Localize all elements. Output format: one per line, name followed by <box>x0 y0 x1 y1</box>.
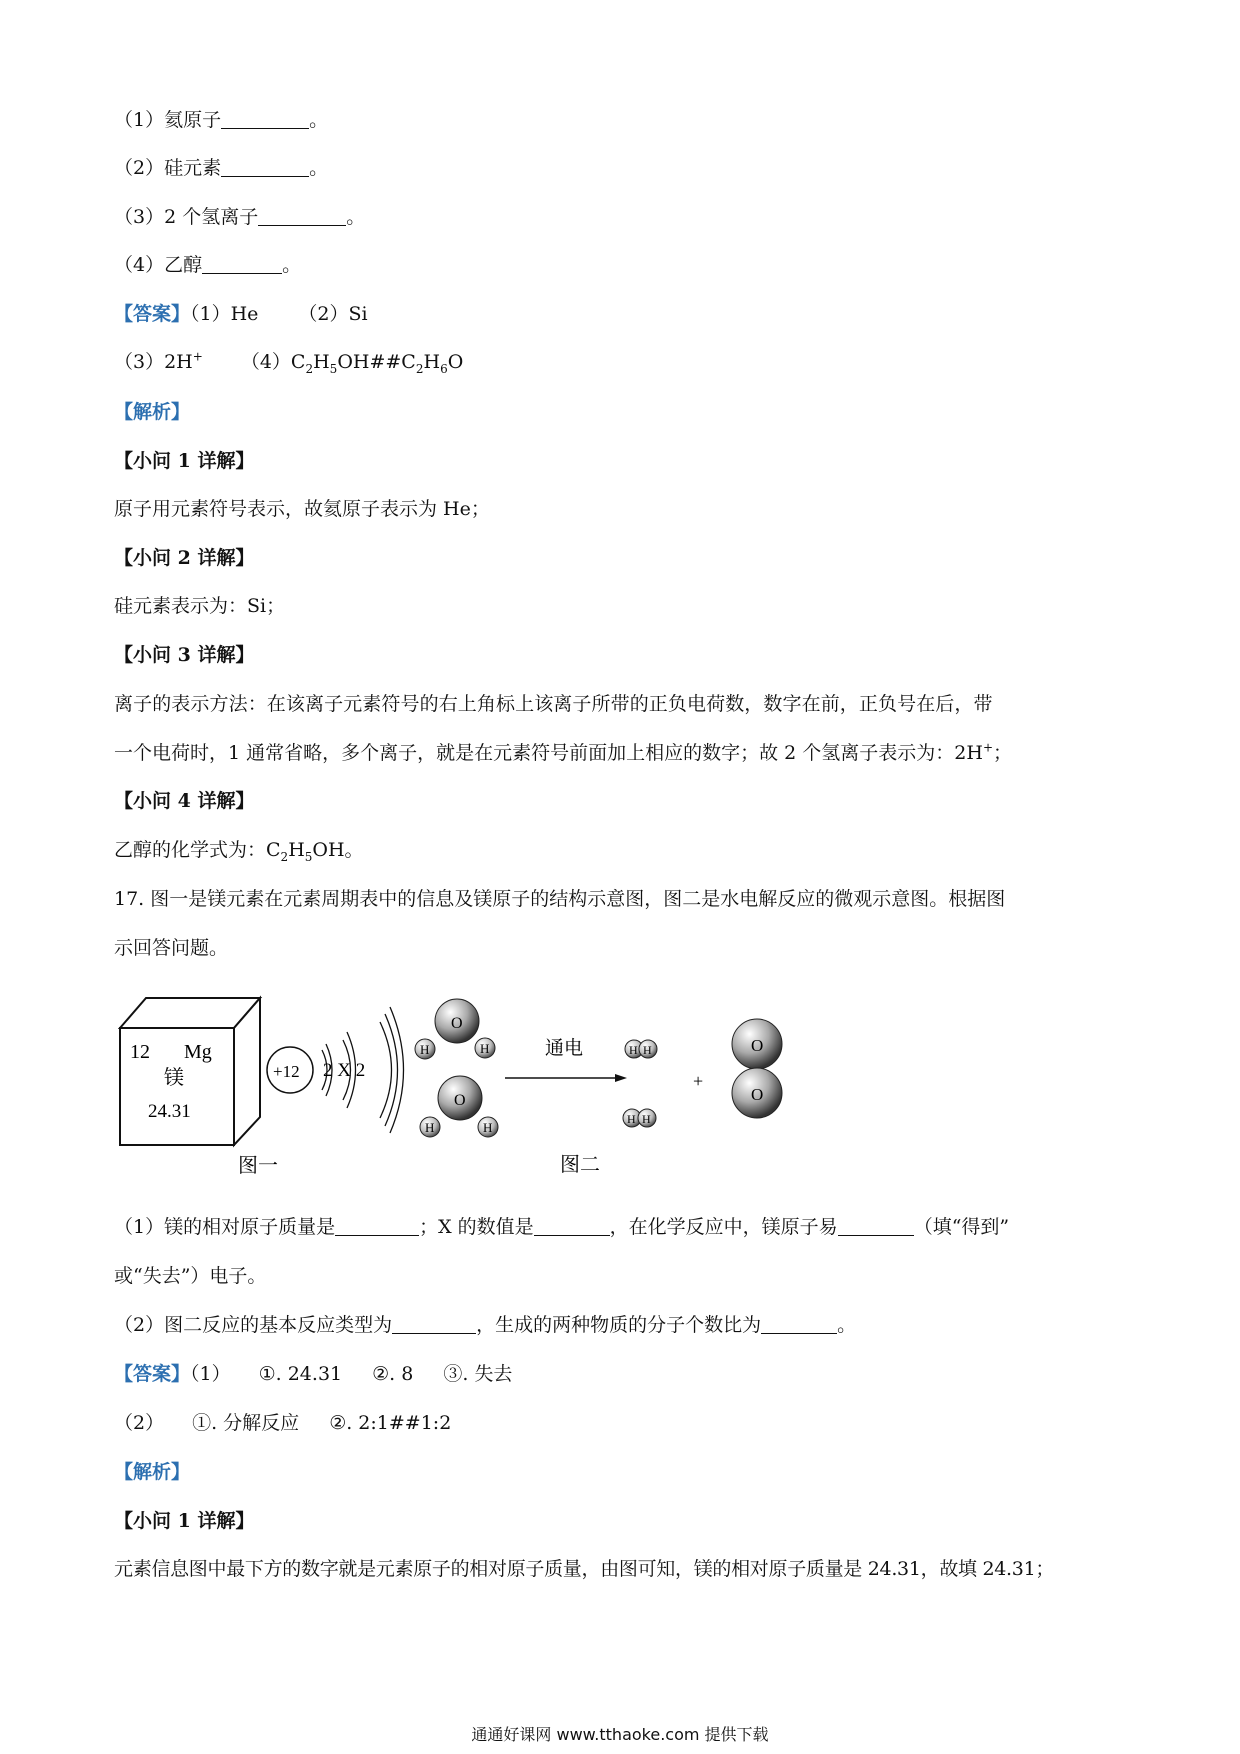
answer-blank[interactable] <box>335 1217 419 1236</box>
answer-blank[interactable] <box>221 110 309 129</box>
q16-answer-line-2: （3）2H+ $(4)C_2H_5OH\#\#C_2H_6O$ <box>114 349 464 376</box>
analysis-tag: 【解析】 <box>114 1461 191 1483</box>
element-number: 12 <box>130 1041 150 1063</box>
analysis-tag: 【解析】 <box>114 401 191 423</box>
sub-header-1: 【小问 1 详解】 <box>114 1510 255 1532</box>
nucleus-charge: +12 <box>273 1062 300 1081</box>
q16-item-4: （4）乙醇 。 <box>114 254 302 276</box>
arrow-label: 通电 <box>545 1038 584 1059</box>
q17-answer-line-1: 【答案】（1） ①. 24.31 ②. 8 ③. 失去 <box>114 1363 513 1385</box>
svg-text:H: H <box>629 1043 638 1057</box>
q16-item-1: （1）氦原子 。 <box>114 109 329 131</box>
explain-4: 乙醇的化学式为：$C_2H_5OH$。 <box>114 839 364 864</box>
svg-text:O: O <box>451 1015 463 1032</box>
svg-text:H: H <box>420 1042 430 1057</box>
explain-1: 原子用元素符号表示，故氦原子表示为 He； <box>114 498 490 520</box>
figure-1 <box>118 992 448 1187</box>
electron-shells: 2 X 2 <box>323 1060 366 1081</box>
answer-blank[interactable] <box>761 1315 837 1334</box>
svg-text:H: H <box>425 1120 435 1135</box>
answer-blank[interactable] <box>258 207 346 226</box>
answer-blank[interactable] <box>838 1217 914 1236</box>
q16-answer-line-1: 【答案】（1）He （2）Si <box>114 303 368 325</box>
answer-blank[interactable] <box>221 158 309 177</box>
explain-3a: 离子的表示方法：在该离子元素符号的右上角标上该离子所带的正负电荷数，数字在前，正负号在后，带 <box>114 693 993 715</box>
svg-text:H: H <box>480 1041 490 1056</box>
answer-tag: 【答案】 <box>114 1363 191 1385</box>
q17-part-1-cont: 或“失去”）电子。 <box>114 1265 267 1287</box>
explain-2: 硅元素表示为：Si； <box>114 595 286 617</box>
q17-stem-1: 17. 图一是镁元素在元素周期表中的信息及镁原子的结构示意图，图二是水电解反应的微观示意图。根据图 <box>114 888 1006 910</box>
q16-item-3: （3）2 个氢离子 。 <box>114 206 366 228</box>
sub-header-3: 【小问 3 详解】 <box>114 644 255 666</box>
element-name: 镁 <box>164 1067 184 1089</box>
q17-part-2: （2）图二反应的基本反应类型为 ，生成的两种物质的分子个数比为 。 <box>114 1314 857 1336</box>
explain-3b: 一个电荷时，1 通常省略，多个离子，就是在元素符号前面加上相应的数字；故 2 个氢离子表示为：2H+； <box>114 740 1013 764</box>
svg-text:O: O <box>454 1092 466 1109</box>
answer-blank[interactable] <box>392 1315 476 1334</box>
svg-text:H: H <box>627 1112 636 1126</box>
sub-header-1: 【小问 1 详解】 <box>114 450 255 472</box>
svg-text:H: H <box>642 1112 651 1126</box>
answer-tag: 【答案】 <box>114 303 191 325</box>
sub-header-2: 【小问 2 详解】 <box>114 547 255 569</box>
answer-blank[interactable] <box>534 1217 610 1236</box>
element-symbol: Mg <box>184 1041 212 1063</box>
footer-text: 通通好课网 www.tthaoke.com 提供下载 <box>471 1725 769 1744</box>
q17-part-1: （1）镁的相对原子质量是 ；X 的数值是 ，在化学反应中，镁原子易 （填“得到” <box>114 1216 1010 1238</box>
element-mass: 24.31 <box>148 1101 191 1122</box>
plus-sign: + <box>693 1071 704 1091</box>
figure-1-caption: 图一 <box>238 1155 278 1177</box>
figure-2 <box>405 988 805 1188</box>
svg-text:H: H <box>643 1043 652 1057</box>
svg-text:O: O <box>751 1036 764 1055</box>
q17-explain-1: 元素信息图中最下方的数字就是元素原子的相对原子质量，由图可知，镁的相对原子质量是 24.31，故填 24.31； <box>114 1558 1055 1580</box>
svg-text:H: H <box>483 1120 493 1135</box>
q17-stem-2: 示回答问题。 <box>114 937 229 959</box>
figure-2-caption: 图二 <box>560 1154 600 1176</box>
svg-text:O: O <box>751 1085 764 1104</box>
answer-blank[interactable] <box>202 255 282 274</box>
q16-item-2: （2）硅元素 。 <box>114 157 329 179</box>
q17-answer-line-2: （2） ①. 分解反应 ②. 2:1##1:2 <box>114 1412 452 1434</box>
sub-header-4: 【小问 4 详解】 <box>114 790 255 812</box>
